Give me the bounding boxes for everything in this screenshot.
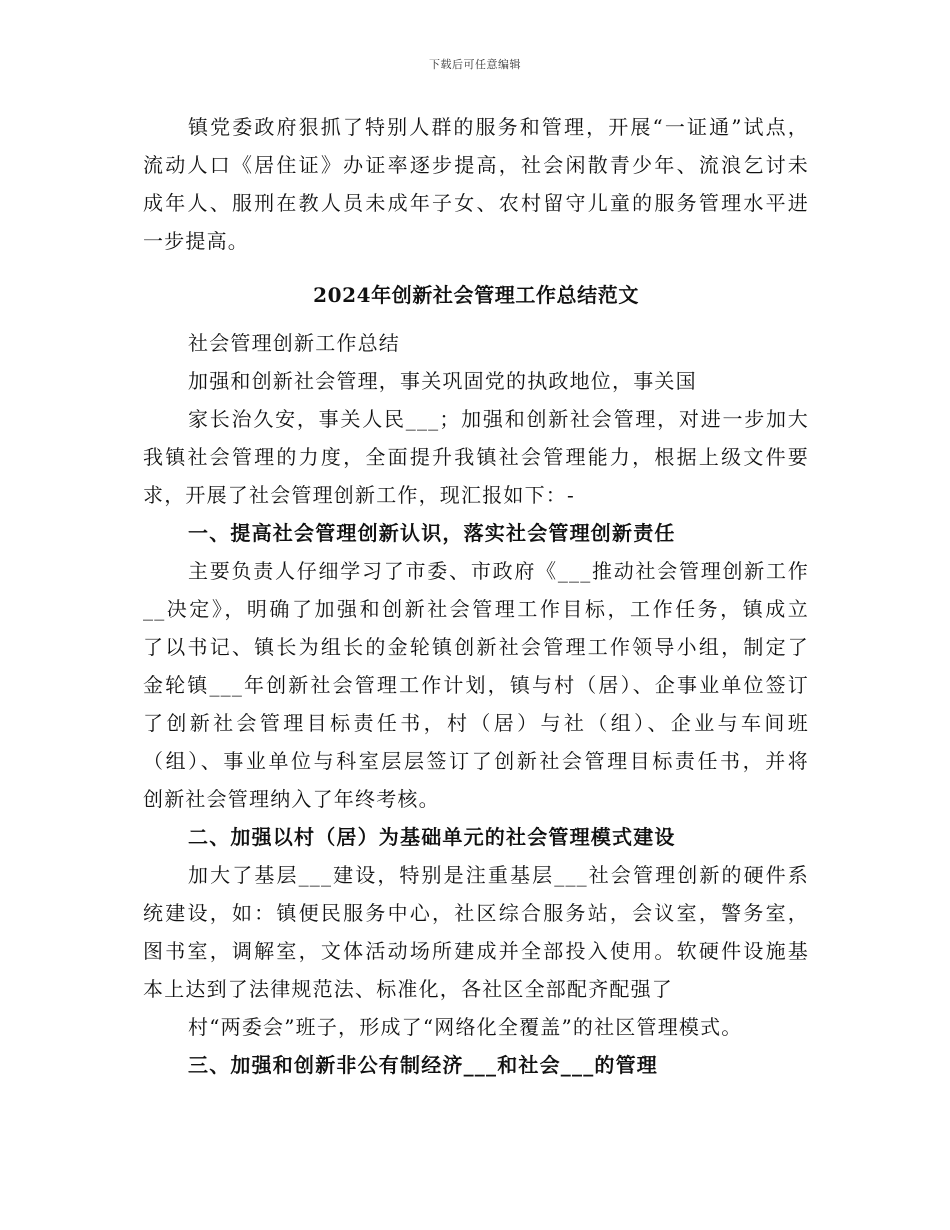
text-line: 镇党委政府狠抓了特别人群的服务和管理，开展“一证通”试点， bbox=[188, 115, 809, 139]
text-line: 主要负责人仔细学习了市委、市政府《___推动社会管理创新工作 bbox=[188, 559, 809, 583]
section-heading-3: 三、加强和创新非公有制经济___和社会___的管理 bbox=[188, 1053, 658, 1077]
text-line: 了以书记、镇长为组长的金轮镇创新社会管理工作领导小组，制定了 bbox=[143, 635, 809, 659]
text-line: 创新社会管理纳入了年终考核。 bbox=[143, 787, 440, 811]
text-line: 了创新社会管理目标责任书，村（居）与社（组）、企业与车间班 bbox=[143, 711, 809, 735]
page-header: 下载后可任意编辑 bbox=[429, 58, 521, 71]
text-line: 加强和创新社会管理，事关巩固党的执政地位，事关国 bbox=[188, 369, 697, 393]
text-line: 一步提高。 bbox=[143, 229, 249, 253]
document-subtitle: 社会管理创新工作总结 bbox=[188, 331, 400, 355]
text-line: 求，开展了社会管理创新工作，现汇报如下：- bbox=[143, 483, 575, 507]
text-line: 本上达到了法律规范法、标准化，各社区全部配齐配强了 bbox=[143, 977, 673, 1001]
text-line: 我镇社会管理的力度，全面提升我镇社会管理能力，根据上级文件要 bbox=[143, 445, 809, 469]
section-heading-2: 二、加强以村（居）为基础单元的社会管理模式建设 bbox=[188, 825, 676, 849]
document-body bbox=[143, 108, 809, 1084]
text-line: 统建设，如：镇便民服务中心，社区综合服务站，会议室，警务室， bbox=[143, 901, 809, 925]
text-line: __决定》，明确了加强和创新社会管理工作目标，工作任务，镇成立 bbox=[143, 597, 809, 621]
text-line: 成年人、服刑在教人员未成年子女、农村留守儿童的服务管理水平进 bbox=[143, 191, 809, 215]
text-line: 家长治久安，事关人民___；加强和创新社会管理，对进一步加大 bbox=[188, 407, 809, 431]
text-line: 流动人口《居住证》办证率逐步提高，社会闲散青少年、流浪乞讨未 bbox=[143, 153, 809, 177]
section-1-body bbox=[143, 552, 809, 818]
text-line: （组）、事业单位与科室层层签订了创新社会管理目标责任书，并将 bbox=[143, 749, 809, 773]
document-title: 2024年创新社会管理工作总结范文 bbox=[313, 283, 639, 307]
text-line: 村“两委会”班子，形成了“网络化全覆盖”的社区管理模式。 bbox=[188, 1015, 743, 1039]
text-line: 图书室，调解室，文体活动场所建成并全部投入使用。软硬件设施基 bbox=[143, 939, 809, 963]
paragraph-intro-body bbox=[143, 400, 809, 514]
section-heading-1: 一、提高社会管理创新认识，落实社会管理创新责任 bbox=[188, 521, 676, 545]
section-2-body bbox=[143, 856, 809, 1046]
text-line: 金轮镇___年创新社会管理工作计划，镇与村（居）、企事业单位签订 bbox=[143, 673, 809, 697]
text-line: 加大了基层___建设，特别是注重基层___社会管理创新的硬件系 bbox=[188, 863, 809, 887]
intro-paragraph bbox=[143, 108, 809, 260]
